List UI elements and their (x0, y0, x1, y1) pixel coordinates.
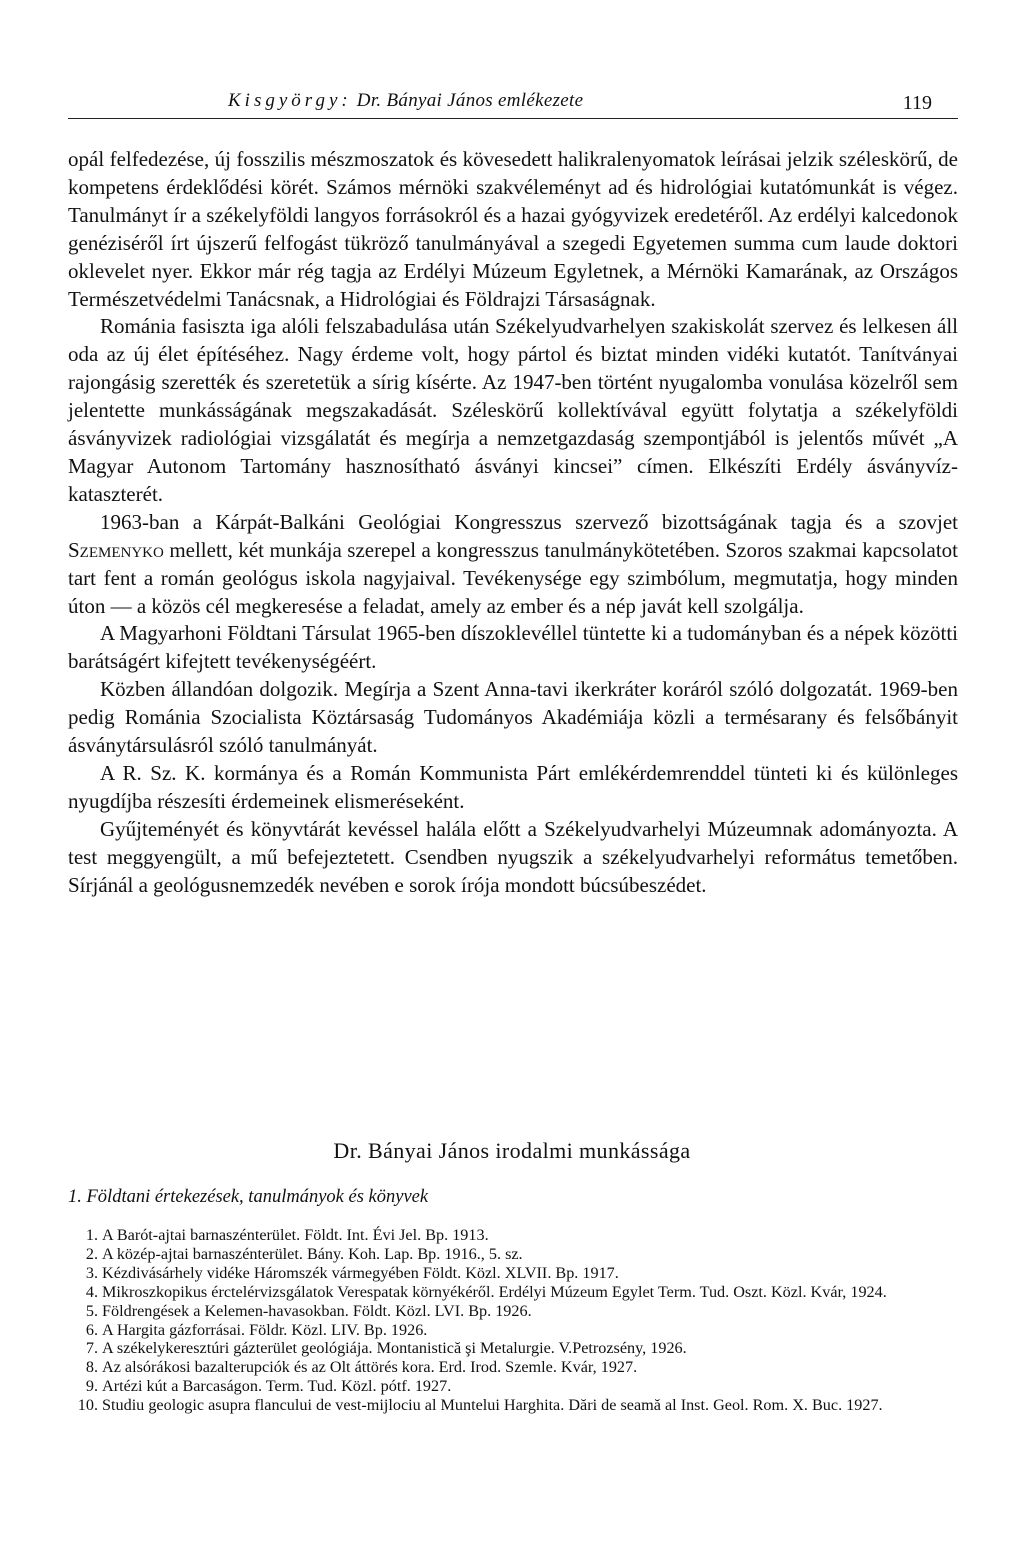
reference-number: 7. (85, 1339, 98, 1358)
reference-list (68, 1226, 913, 1415)
reference-item (68, 1264, 913, 1283)
reference-text: Kézdivásárhely vidéke Háromszék vármegyében Földt. Közl. XLVII. Bp. 1917. (102, 1263, 619, 1282)
person-name: Szemenyko (68, 537, 164, 562)
reference-item (68, 1245, 913, 1264)
paragraph (68, 509, 958, 621)
reference-text: Studiu geologic asupra flancului de vest-mijlociu al Muntelui Harghita. Dări de seamă al Inst. Geol. Rom. X. Buc. 1927. (102, 1396, 883, 1415)
reference-item (68, 1358, 913, 1377)
reference-number: 9. (85, 1377, 98, 1396)
paragraph: Közben állandóan dolgozik. Megírja a Szent Anna-tavi ikerkráter koráról szóló dolgozatát. 1969-ben pedig Románia Szocialista Köztársaság Tudományos Akadémiája közli a termésarany és felsőbányit ásványtársulásról szóló tanulmányát. (68, 677, 958, 758)
reference-text: A Barót-ajtai barnaszénterület. Földt. Int. Évi Jel. Bp. 1913. (102, 1226, 489, 1244)
reference-text: Artézi kút a Barcaságon. Term. Tud. Közl. pótf. 1927. (102, 1377, 452, 1396)
paragraph: Gyűjteményét és könyvtárát kevéssel halála előtt a Székelyudvarhelyi Múzeumnak adományozta. A test meggyengült, a mű befejeztetett. Csendben nyugszik a székelyudvarhelyi református temetőben. Sírjánál a geológusnemzedék nevében e sorok írója mondott búcsúbeszédet. (68, 816, 958, 897)
reference-item (68, 1377, 913, 1396)
reference-number: 10. (77, 1396, 98, 1415)
subsection-title: 1. Földtani értekezések, tanulmányok és könyvek (68, 1187, 429, 1207)
running-title-author: Kisgyörgy: (228, 90, 352, 111)
running-title-text: Dr. Bányai János emlékezete (356, 90, 584, 111)
reference-item (68, 1321, 913, 1340)
reference-text: Mikroszkopikus érctelérvizsgálatok Verespatak környékéről. Erdélyi Múzeum Egylet Term. Tud. Oszt. Közl. Kvár, 1924. (102, 1282, 887, 1301)
reference-number: 5. (85, 1301, 98, 1320)
reference-number: 2. (85, 1244, 98, 1263)
reference-text: A közép-ajtai barnaszénterület. Bány. Koh. Lap. Bp. 1916., 5. sz. (102, 1244, 523, 1263)
reference-number: 1. (85, 1226, 98, 1244)
section-title: Dr. Bányai János irodalmi munkássága (333, 1138, 691, 1163)
reference-text: Az alsórákosi bazalterupciók és az Olt áttörés kora. Erd. Irod. Szemle. Kvár, 1927. (102, 1358, 638, 1377)
reference-item (68, 1226, 913, 1245)
paragraph: opál felfedezése, új fosszilis mészmoszatok és kövesedett halikralenyomatok leírásai jelzik széleskörű, de kompetens érdeklődési körét. Számos mérnöki szakvéleményt ad és hidrológiai kutatómunkát is végez. Tanulmányt ír a székelyföldi langyos forrásokról és a hazai gyógyvizek eredetéről. Az erdélyi kalcedonok genéziséről írt újszerű felfogást tükröző tanulmányával a szegedi Egyetemen summa cum laude doktori oklevelet nyer. Ekkor már rég tagja az Erdélyi Múzeum Egyletnek, a Mérnöki Kamarának, az Országos Természetvédelmi Tanácsnak, a Hidrológiai és Földrajzi Társaságnak. (68, 147, 958, 311)
reference-item (68, 1302, 913, 1321)
reference-number: 4. (85, 1282, 98, 1301)
paragraph: Románia fasiszta iga alóli felszabadulása után Székelyudvarhelyen szakiskolát szervez és lelkesen áll oda az új élet építéséhez. Nagy érdeme volt, hogy pártol és biztat minden vidéki kutatót. Tanítványai rajongásig szerették és szeretetük a sírig kísérte. Az 1947-ben történt nyugalomba vonulása közelről sem jelentette munkásságának megszakadását. Széleskörű kollektívával együtt folytatja a székelyföldi ásványvizek radiológiai vizsgálatát és megírja a nemzetgazdaság szempontjából is jelentős művét „A Magyar Autonom Tartomány hasznosítható ásványi kincsei” címen. Elkészíti Erdély ásványvíz-kataszterét. (68, 314, 958, 506)
paragraph-text: mellett, két munkája szerepel a kongresszus tanulmánykötetében. Szoros szakmai kapcsolatot tart fent a román geológus iskola nagyjaival. Tevékenysége egy szimbólum, megmutatja, hogy minden úton — a közös cél megkeresése a feladat, amely az ember és a nép javát kell szolgálja. (68, 537, 958, 618)
paragraph-text: 1963-ban a Kárpát-Balkáni Geológiai Kongresszus szervező bizottságának tagja és a szovjet (100, 509, 958, 534)
reference-text: Földrengések a Kelemen-havasokban. Földt. Közl. LVI. Bp. 1926. (102, 1301, 532, 1320)
reference-text: A Hargita gázforrásai. Földr. Közl. LIV. Bp. 1926. (102, 1320, 428, 1339)
reference-number: 6. (85, 1320, 98, 1339)
reference-item (68, 1339, 913, 1358)
running-title (228, 90, 583, 112)
body-text (68, 146, 958, 899)
reference-text: A székelykeresztúri gázterület geológiája. Montanistică şi Metalurgie. V.Petrozsény, 1926. (102, 1339, 687, 1358)
reference-number: 3. (85, 1263, 98, 1282)
page-number: 119 (902, 92, 932, 114)
reference-number: 8. (85, 1358, 98, 1377)
paragraph: A R. Sz. K. kormánya és a Román Kommunista Párt emlékérdemrenddel tünteti ki és különleges nyugdíjba részesíti érdemeinek elismeréseként. (68, 760, 958, 813)
running-header (68, 84, 958, 119)
reference-item (68, 1396, 913, 1415)
paragraph: A Magyarhoni Földtani Társulat 1965-ben díszoklevéllel tüntette ki a tudományban és a népek közötti barátságért kifejtett tevékenységéért. (68, 621, 958, 674)
reference-item (68, 1283, 913, 1302)
